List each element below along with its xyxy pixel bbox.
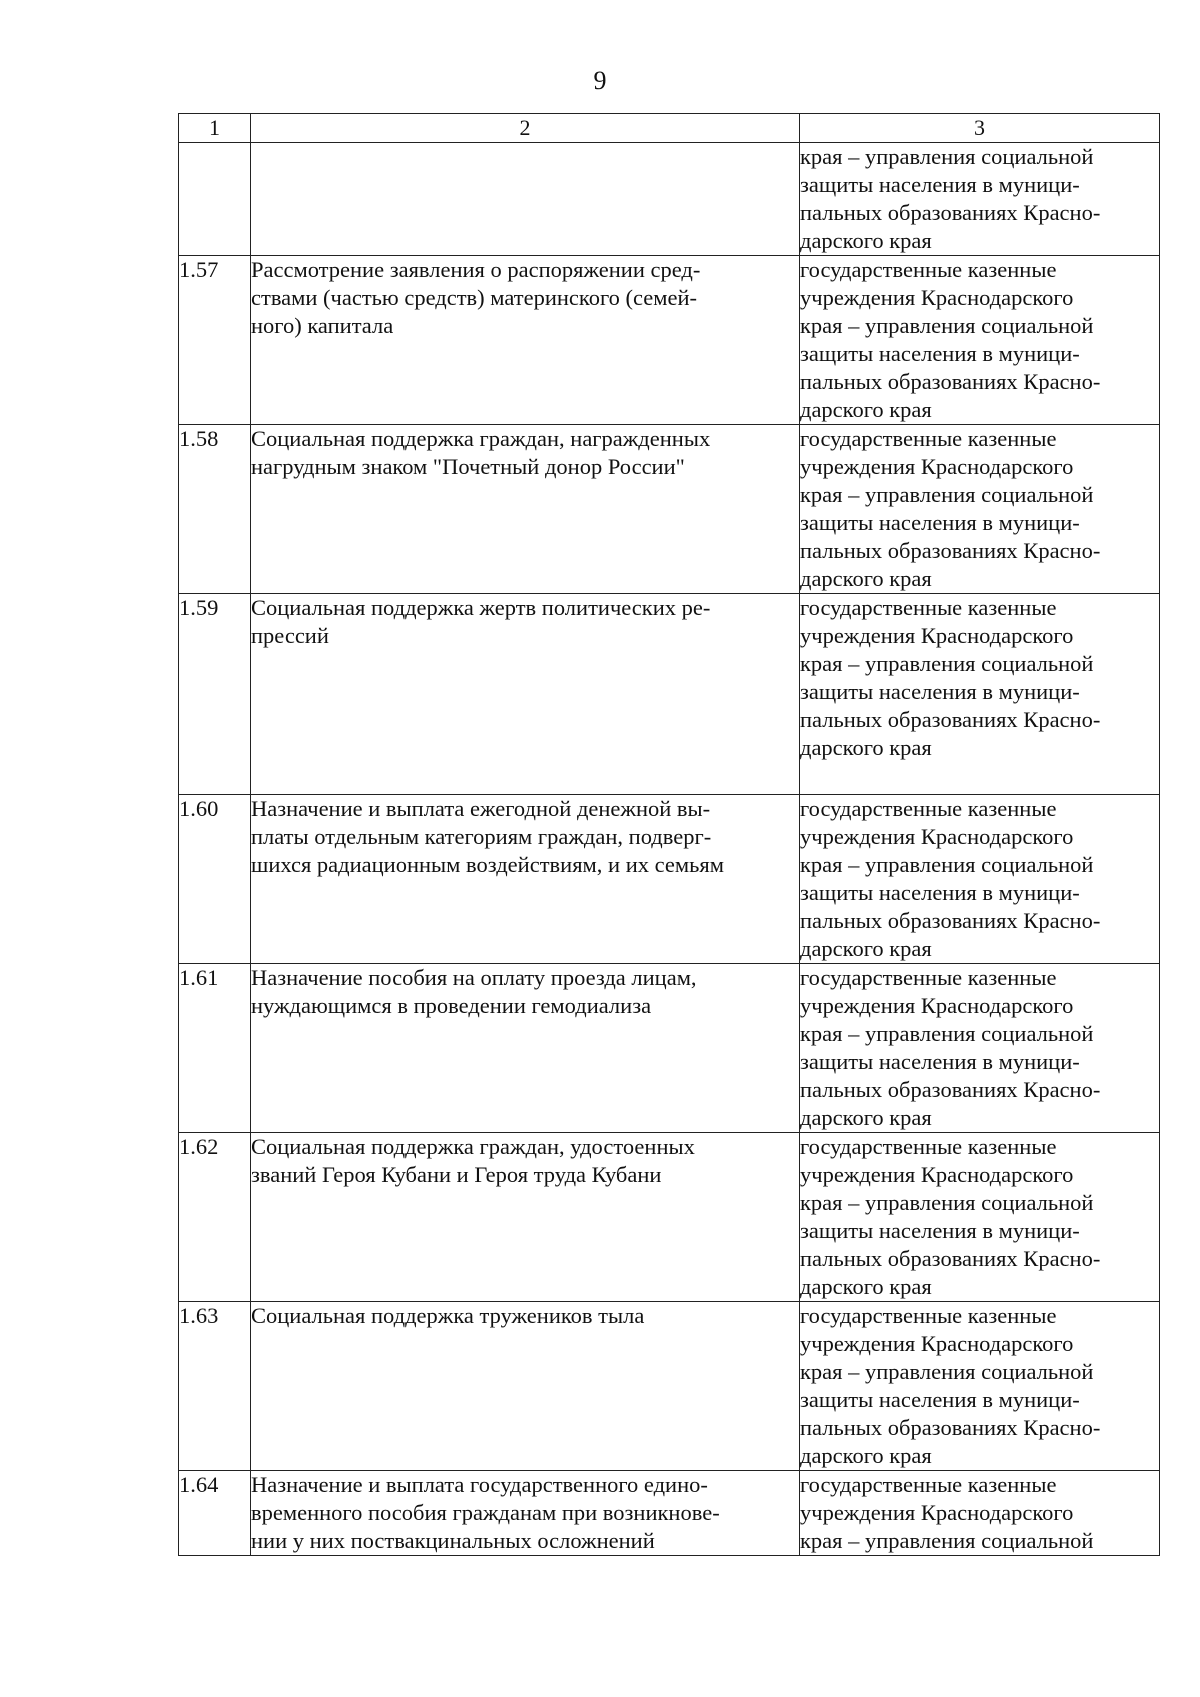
text-line: Назначение и выплата ежегодной денежной вы-: [251, 796, 711, 821]
row-number: 1.57: [179, 256, 251, 425]
row-number: 1.59: [179, 594, 251, 795]
text-line: края – управления социальной: [800, 1021, 1094, 1046]
text-line: Рассмотрение заявления о распоряжении сред-: [251, 257, 701, 282]
text-line: дарского края: [800, 1274, 932, 1299]
text-line: защиты населения в муници-: [800, 679, 1080, 704]
table-row: [179, 594, 1160, 795]
text-line: пальных образованиях Красно-: [800, 1246, 1101, 1271]
text-line: защиты населения в муници-: [800, 1218, 1080, 1243]
text-line: учреждения Краснодарского: [800, 1500, 1074, 1525]
text-line: дарского края: [800, 1105, 932, 1130]
text-line: ствами (частью средств) материнского (семей-: [251, 285, 697, 310]
responsible-organization: [800, 1133, 1160, 1302]
service-name: [251, 143, 800, 256]
table-row: [179, 425, 1160, 594]
text-line: учреждения Краснодарского: [800, 454, 1074, 479]
row-number: 1.64: [179, 1471, 251, 1556]
row-number: [179, 143, 251, 256]
text-line: края – управления социальной: [800, 313, 1094, 338]
text-line: края – управления социальной: [800, 651, 1094, 676]
text-line: дарского края: [800, 566, 932, 591]
text-line: учреждения Краснодарского: [800, 623, 1074, 648]
responsible-organization: [800, 1471, 1160, 1556]
text-line: государственные казенные: [800, 796, 1057, 821]
text-line: пальных образованиях Красно-: [800, 908, 1101, 933]
responsible-organization: [800, 964, 1160, 1133]
table-row: [179, 1133, 1160, 1302]
text-line: платы отдельным категориям граждан, подверг-: [251, 824, 712, 849]
column-header-service: 2: [251, 114, 800, 143]
service-name: [251, 594, 800, 795]
text-line: государственные казенные: [800, 595, 1057, 620]
text-line: края – управления социальной: [800, 852, 1094, 877]
text-line: временного пособия гражданам при возникнове-: [251, 1500, 720, 1525]
page-number: 9: [593, 66, 607, 95]
table-row: [179, 1471, 1160, 1556]
table-header-row: [179, 114, 1160, 143]
text-line: дарского края: [800, 735, 932, 760]
text-line: государственные казенные: [800, 257, 1057, 282]
text-line: защиты населения в муници-: [800, 880, 1080, 905]
text-line: учреждения Краснодарского: [800, 1331, 1074, 1356]
text-line: дарского края: [800, 228, 932, 253]
service-name: [251, 1133, 800, 1302]
text-line: государственные казенные: [800, 1134, 1057, 1159]
table-row: [179, 795, 1160, 964]
text-line: защиты населения в муници-: [800, 341, 1080, 366]
text-line: края – управления социальной: [800, 482, 1094, 507]
service-name: [251, 256, 800, 425]
table-row: [179, 143, 1160, 256]
text-line: края – управления социальной: [800, 1528, 1094, 1553]
text-line: государственные казенные: [800, 1472, 1057, 1497]
text-line: пальных образованиях Красно-: [800, 707, 1101, 732]
text-line: шихся радиационным воздействиям, и их семьям: [251, 852, 724, 877]
text-line: Социальная поддержка граждан, удостоенных: [251, 1134, 695, 1159]
text-line: защиты населения в муници-: [800, 1387, 1080, 1412]
text-line: края – управления социальной: [800, 1359, 1094, 1384]
responsible-organization: [800, 143, 1160, 256]
text-line: нагрудным знаком "Почетный донор России": [251, 454, 685, 479]
table-row: [179, 256, 1160, 425]
text-line: защиты населения в муници-: [800, 510, 1080, 535]
text-line: государственные казенные: [800, 965, 1057, 990]
column-header-number: 1: [179, 114, 251, 143]
services-table: [178, 113, 1160, 1556]
text-line: Назначение пособия на оплату проезда лицам,: [251, 965, 697, 990]
text-line: защиты населения в муници-: [800, 172, 1080, 197]
row-number: 1.60: [179, 795, 251, 964]
text-line: края – управления социальной: [800, 1190, 1094, 1215]
service-name: [251, 1471, 800, 1556]
text-line: Социальная поддержка жертв политических ре-: [251, 595, 711, 620]
text-line: дарского края: [800, 397, 932, 422]
text-line: учреждения Краснодарского: [800, 1162, 1074, 1187]
text-line: учреждения Краснодарского: [800, 824, 1074, 849]
responsible-organization: [800, 425, 1160, 594]
text-line: государственные казенные: [800, 1303, 1057, 1328]
row-number: 1.63: [179, 1302, 251, 1471]
responsible-organization: [800, 256, 1160, 425]
text-line: пальных образованиях Красно-: [800, 200, 1101, 225]
service-name: [251, 795, 800, 964]
text-line: Социальная поддержка тружеников тыла: [251, 1303, 645, 1328]
text-line: пальных образованиях Красно-: [800, 538, 1101, 563]
text-line: званий Героя Кубани и Героя труда Кубани: [251, 1162, 662, 1187]
row-number: 1.61: [179, 964, 251, 1133]
text-line: Назначение и выплата государственного едино-: [251, 1472, 708, 1497]
text-line: пальных образованиях Красно-: [800, 369, 1101, 394]
table-body: [179, 143, 1160, 1556]
service-name: [251, 964, 800, 1133]
table-row: [179, 1302, 1160, 1471]
responsible-organization: [800, 1302, 1160, 1471]
text-line: государственные казенные: [800, 426, 1057, 451]
responsible-organization: [800, 594, 1160, 795]
column-header-organization: 3: [800, 114, 1160, 143]
service-name: [251, 425, 800, 594]
text-line: пальных образованиях Красно-: [800, 1415, 1101, 1440]
text-line: пальных образованиях Красно-: [800, 1077, 1101, 1102]
row-number: 1.58: [179, 425, 251, 594]
text-line: нуждающимся в проведении гемодиализа: [251, 993, 652, 1018]
table-row: [179, 964, 1160, 1133]
text-line: ного) капитала: [251, 313, 394, 338]
text-line: прессий: [251, 623, 329, 648]
text-line: края – управления социальной: [800, 144, 1094, 169]
text-line: Социальная поддержка граждан, награжденных: [251, 426, 711, 451]
text-line: дарского края: [800, 936, 932, 961]
text-line: нии у них поствакцинальных осложнений: [251, 1528, 655, 1553]
text-line: учреждения Краснодарского: [800, 993, 1074, 1018]
text-line: учреждения Краснодарского: [800, 285, 1074, 310]
row-number: 1.62: [179, 1133, 251, 1302]
service-name: [251, 1302, 800, 1471]
responsible-organization: [800, 795, 1160, 964]
text-line: защиты населения в муници-: [800, 1049, 1080, 1074]
text-line: дарского края: [800, 1443, 932, 1468]
